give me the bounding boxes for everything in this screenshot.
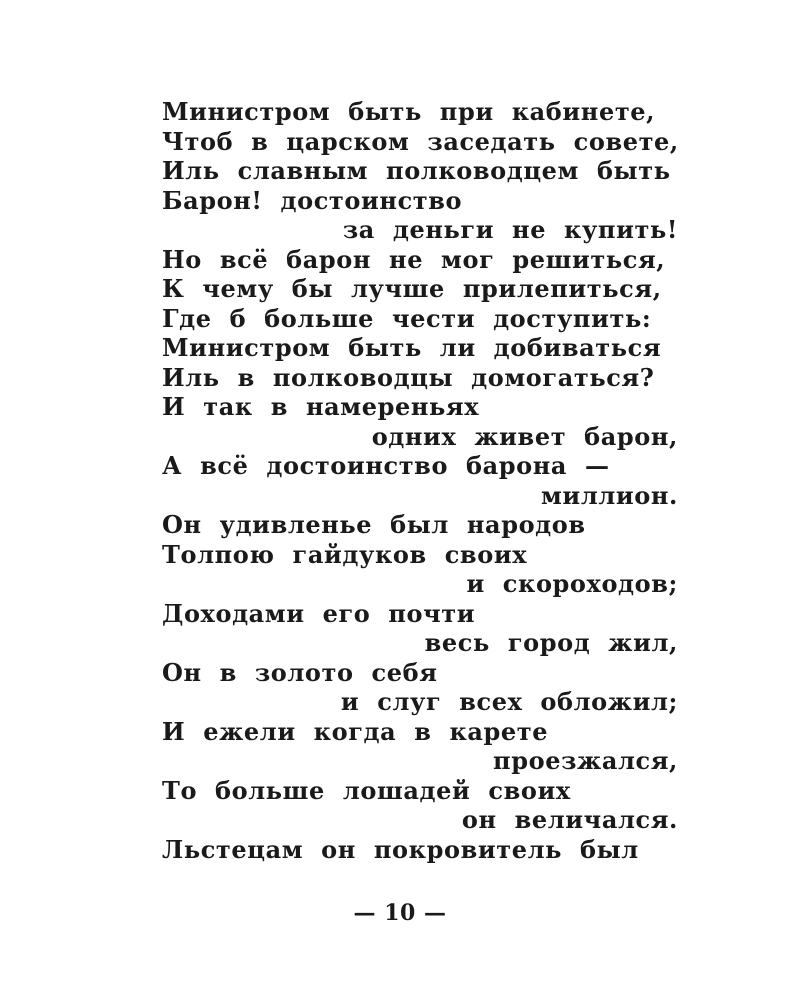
- poem-line: Толпою гайдуков своих: [162, 539, 528, 569]
- poem-line: Министром быть при кабинете,: [162, 97, 656, 126]
- poem-line: и скороходов;: [466, 569, 678, 598]
- poem-line: Он удивленье был народов: [162, 510, 586, 539]
- poem-line: проезжался,: [493, 746, 678, 775]
- poem-line: Министром быть ли добиваться: [162, 333, 662, 362]
- poem-line: Доходами его почти: [162, 598, 476, 628]
- poem-line: То больше лошадей своих: [162, 775, 571, 805]
- poem-line: миллион.: [540, 480, 678, 510]
- poem-line: И ежели когда в карете: [162, 716, 549, 746]
- poem-line: одних живет барон,: [371, 421, 678, 451]
- page-number: — 10 —: [353, 900, 447, 926]
- poem-line: Где б больше чести доступить:: [162, 303, 652, 333]
- poem-line: и слуг всех обложил;: [340, 687, 678, 716]
- poem-line: К чему бы лучше прилепиться,: [162, 274, 662, 303]
- poem-line: Льстецам он покровитель был: [162, 834, 639, 864]
- poem-line: Барон! достоинство: [162, 185, 463, 215]
- poem-text: [162, 97, 682, 864]
- poem-line: Чтоб в царском заседать совете,: [162, 126, 679, 156]
- poem-line: Но всё барон не мог решиться,: [162, 244, 666, 274]
- poem-line: Он в золото себя: [162, 657, 438, 687]
- poem-line: он величался.: [461, 805, 678, 834]
- poem-line: за деньги не купить!: [342, 215, 678, 244]
- poem-line: И так в намереньях: [162, 392, 480, 421]
- poem-line: Иль в полководцы домогаться?: [162, 362, 655, 392]
- poem-line: Иль славным полководцем быть: [162, 156, 671, 185]
- poem-line: весь город жил,: [424, 628, 678, 657]
- poem-line: А всё достоинство барона —: [162, 451, 610, 480]
